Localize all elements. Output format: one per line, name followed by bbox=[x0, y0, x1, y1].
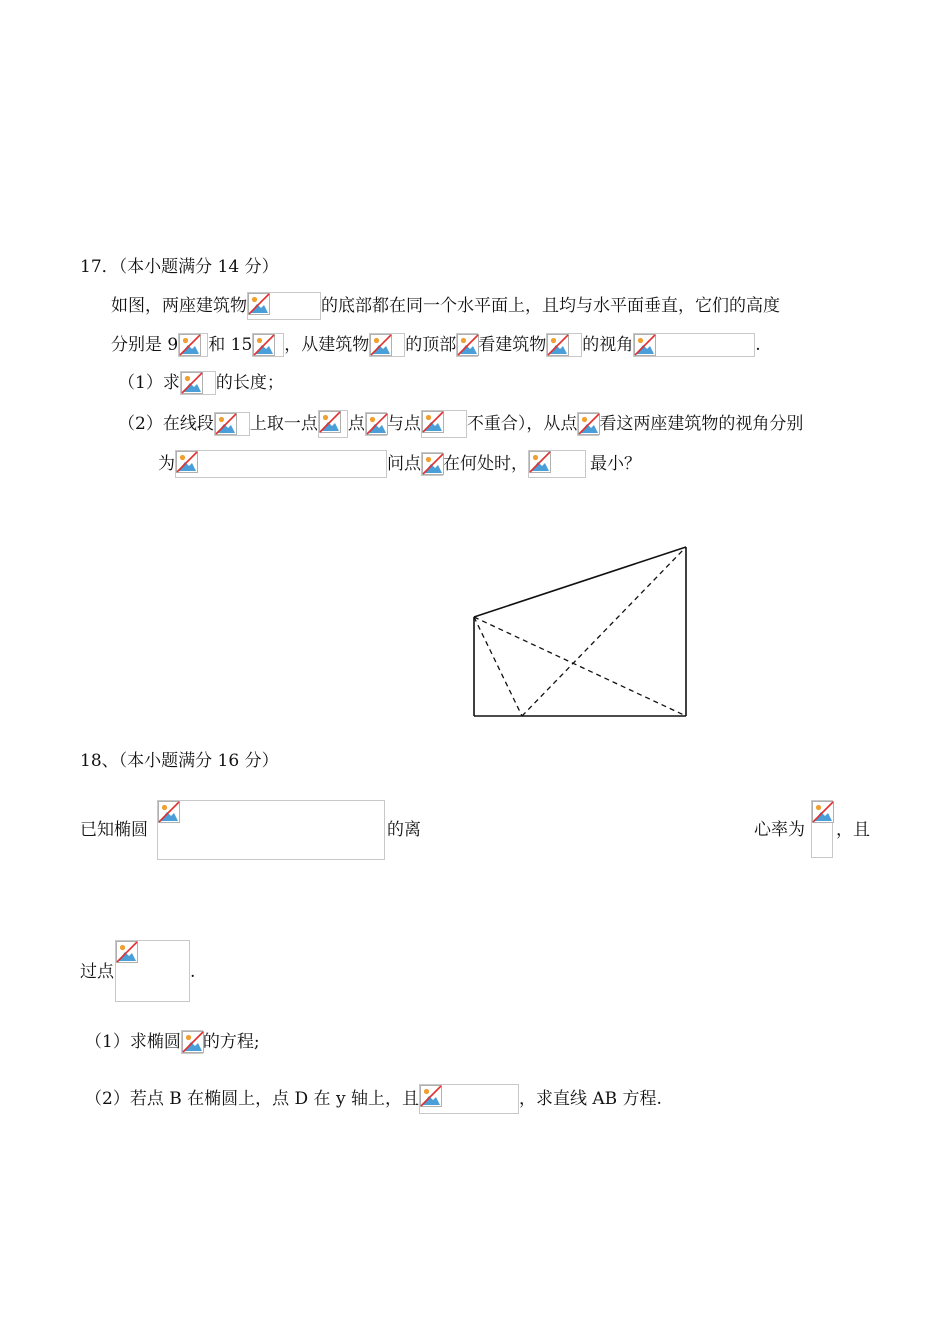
broken-image-icon bbox=[812, 801, 834, 823]
broken-image-icon bbox=[176, 451, 198, 473]
q18-text: （2）若点 B 在椭圆上，点 D 在 y 轴上，且 bbox=[85, 1089, 419, 1109]
q17-text: 和 15 bbox=[208, 334, 253, 355]
q17-text: 不重合），从点 bbox=[466, 414, 578, 434]
q17-text: 在何处时， bbox=[443, 454, 528, 474]
q17-text: 最小？ bbox=[590, 454, 641, 474]
q17-text: 与点 bbox=[386, 414, 421, 434]
q17-text: 的视角 bbox=[582, 334, 634, 355]
broken-image-icon bbox=[248, 293, 270, 315]
q18-text: 的方程; bbox=[202, 1031, 260, 1052]
broken-image-icon bbox=[457, 334, 479, 356]
q17-text: 上取一点 bbox=[249, 414, 318, 434]
formula-image bbox=[369, 333, 405, 357]
q18-text: 的离 bbox=[387, 820, 421, 840]
broken-image-icon bbox=[319, 411, 341, 433]
broken-image-icon bbox=[422, 411, 444, 433]
broken-image-icon bbox=[422, 453, 444, 475]
top-line bbox=[474, 547, 686, 617]
q17-sub-2 bbox=[118, 410, 803, 438]
formula-image bbox=[419, 1084, 519, 1114]
q18-sub-1 bbox=[85, 1029, 260, 1054]
q17-text: 看建筑物 bbox=[478, 334, 547, 355]
q18-heading: 18、（本小题满分 16 分） bbox=[80, 751, 279, 771]
q17-text: 的顶部 bbox=[405, 334, 457, 355]
formula-image bbox=[178, 333, 208, 357]
q18-text: ，求直线 AB 方程. bbox=[518, 1089, 662, 1109]
broken-image-icon bbox=[370, 334, 392, 356]
broken-image-icon bbox=[182, 1031, 204, 1053]
q18-text: . bbox=[190, 962, 196, 982]
q17-sub-2-cont bbox=[158, 450, 641, 478]
broken-image-icon bbox=[179, 334, 201, 356]
broken-image-icon bbox=[420, 1085, 442, 1107]
formula-image bbox=[318, 410, 348, 438]
q17-line-2 bbox=[111, 332, 761, 357]
broken-image-icon bbox=[253, 334, 275, 356]
formula-image bbox=[252, 333, 284, 357]
q18-text: 过点 bbox=[80, 962, 114, 982]
q17-text: 看这两座建筑物的视角分别 bbox=[599, 414, 804, 434]
buildings-diagram bbox=[470, 543, 692, 723]
dashed-line bbox=[474, 617, 686, 716]
q17-sub-1 bbox=[118, 370, 284, 395]
broken-image-icon bbox=[529, 451, 551, 473]
formula-image bbox=[157, 800, 385, 860]
q17-text: 的底部都在同一个水平面上，且均与水平面垂直，它们的高度 bbox=[321, 296, 780, 316]
formula-image bbox=[456, 333, 478, 357]
formula-image bbox=[421, 452, 443, 476]
q18-text: 已知椭圆 bbox=[80, 820, 148, 840]
q17-text: 的长度； bbox=[215, 372, 284, 393]
broken-image-icon bbox=[181, 372, 203, 394]
formula-image bbox=[180, 371, 216, 395]
formula-image bbox=[365, 412, 387, 436]
q18-text: ，且 bbox=[836, 820, 870, 840]
q17-text: 问点 bbox=[387, 454, 421, 474]
q17-text: 如图，两座建筑物 bbox=[111, 296, 247, 316]
q17-text: 点 bbox=[347, 414, 365, 434]
q18-text: （1）求椭圆 bbox=[85, 1031, 181, 1052]
formula-image bbox=[175, 450, 387, 478]
broken-image-icon bbox=[366, 413, 388, 435]
q17-text: （1）求 bbox=[118, 372, 180, 393]
dashed-line bbox=[522, 547, 686, 716]
q17-text: 分别是 9 bbox=[111, 334, 179, 355]
q17-heading: 17．（本小题满分 14 分） bbox=[80, 257, 279, 277]
q17-line-1 bbox=[111, 292, 780, 320]
formula-image bbox=[811, 800, 833, 858]
formula-image bbox=[115, 940, 190, 1002]
formula-image bbox=[214, 412, 250, 436]
q18-sub-2 bbox=[85, 1084, 662, 1114]
broken-image-icon bbox=[158, 801, 180, 823]
q18-text: 心率为 bbox=[754, 820, 805, 840]
broken-image-icon bbox=[116, 941, 138, 963]
q17-text: . bbox=[755, 334, 761, 355]
q17-text: ，从建筑物 bbox=[284, 334, 370, 355]
q17-text: （2）在线段 bbox=[118, 414, 214, 434]
broken-image-icon bbox=[578, 413, 600, 435]
broken-image-icon bbox=[634, 334, 656, 356]
formula-image bbox=[633, 333, 755, 357]
formula-image bbox=[421, 410, 467, 438]
formula-image bbox=[546, 333, 582, 357]
broken-image-icon bbox=[547, 334, 569, 356]
formula-image bbox=[181, 1030, 203, 1054]
formula-image bbox=[247, 292, 321, 320]
dashed-line bbox=[474, 617, 522, 716]
formula-image bbox=[577, 412, 599, 436]
formula-image bbox=[528, 450, 586, 478]
broken-image-icon bbox=[215, 413, 237, 435]
q17-text: 为 bbox=[158, 454, 175, 474]
